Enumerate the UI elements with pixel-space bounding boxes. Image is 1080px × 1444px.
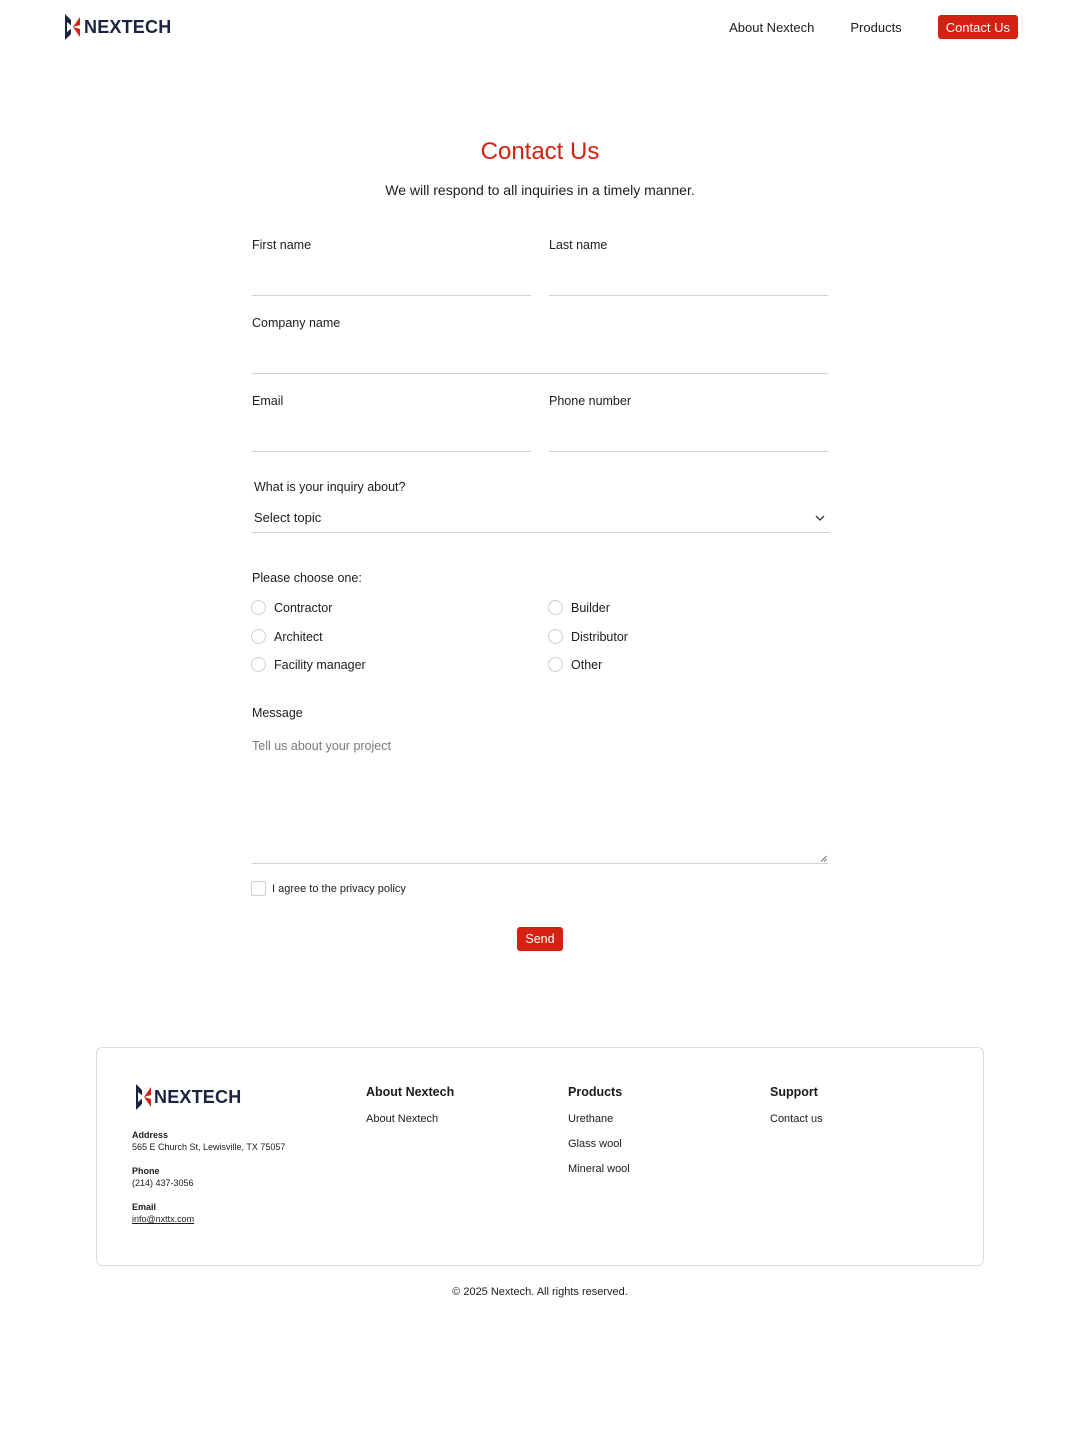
- email-input[interactable]: [252, 422, 531, 452]
- footer-col-title: About Nextech: [366, 1085, 455, 1099]
- company-name-input[interactable]: [252, 344, 828, 374]
- footer-col-title: Support: [770, 1085, 818, 1099]
- radio-circle[interactable]: [251, 600, 266, 615]
- message-textarea[interactable]: [252, 733, 828, 864]
- footer-phone: [132, 1166, 194, 1188]
- footer-col-about: [366, 1085, 454, 1125]
- message-label: Message: [252, 706, 303, 720]
- footer-link-glass-wool[interactable]: Glass wool: [568, 1138, 622, 1150]
- phone-field: [549, 394, 828, 454]
- company-name-field: [252, 316, 828, 376]
- chevron-down-icon: [814, 512, 826, 524]
- footer-logo[interactable]: [135, 1084, 241, 1110]
- site-header: [0, 0, 1080, 56]
- first-name-field: [252, 238, 531, 298]
- first-name-input[interactable]: [252, 266, 531, 296]
- send-button[interactable]: Send: [517, 927, 563, 951]
- inquiry-select[interactable]: [252, 506, 830, 533]
- radio-circle[interactable]: [251, 657, 266, 672]
- footer-link-contact-us[interactable]: Contact us: [770, 1113, 823, 1125]
- footer-email: [132, 1202, 194, 1224]
- last-name-label: Last name: [549, 238, 608, 252]
- radio-label: Distributor: [571, 629, 628, 644]
- radio-builder[interactable]: [548, 600, 610, 615]
- nextech-logo-icon: [135, 1084, 153, 1110]
- choose-one-label: Please choose one:: [252, 571, 362, 585]
- address-value: 565 E Church St, Lewisville, TX 75057: [132, 1142, 286, 1152]
- radio-label: Other: [571, 657, 603, 672]
- privacy-checkbox[interactable]: [251, 881, 266, 896]
- main-nav: [729, 15, 1018, 39]
- last-name-field: [549, 238, 828, 298]
- footer-card: [96, 1047, 984, 1266]
- nav-about-nextech[interactable]: About Nextech: [729, 19, 815, 35]
- radio-circle[interactable]: [548, 657, 563, 672]
- email-field: [252, 394, 531, 454]
- email-label: Email: [252, 394, 284, 408]
- header-logo-text: NEXTECH: [84, 16, 172, 37]
- privacy-agree-label: I agree to the privacy policy: [272, 882, 406, 895]
- inquiry-label: What is your inquiry about?: [254, 480, 406, 494]
- radio-architect[interactable]: [251, 629, 323, 644]
- footer-address: [132, 1130, 285, 1152]
- page-title: Contact Us: [480, 138, 600, 165]
- email-title: Email: [132, 1202, 157, 1212]
- address-title: Address: [132, 1130, 169, 1140]
- inquiry-selected-value: Select topic: [254, 510, 322, 525]
- header-logo[interactable]: [64, 14, 171, 40]
- radio-contractor[interactable]: [251, 600, 332, 615]
- phone-title: Phone: [132, 1166, 160, 1176]
- company-name-label: Company name: [252, 316, 341, 330]
- radio-circle[interactable]: [548, 629, 563, 644]
- resize-grip-icon[interactable]: [820, 855, 827, 862]
- footer-link-mineral-wool[interactable]: Mineral wool: [568, 1163, 630, 1175]
- footer-logo-text: NEXTECH: [154, 1086, 242, 1107]
- radio-circle[interactable]: [251, 629, 266, 644]
- page-subtitle: We will respond to all inquiries in a timely manner.: [385, 182, 695, 198]
- footer-link-about-nextech[interactable]: About Nextech: [366, 1113, 439, 1125]
- radio-label: Architect: [274, 629, 323, 644]
- radio-label: Contractor: [274, 600, 333, 615]
- radio-distributor[interactable]: [548, 629, 628, 644]
- first-name-label: First name: [252, 238, 312, 252]
- radio-other[interactable]: [548, 657, 602, 672]
- footer-col-products: [568, 1085, 630, 1175]
- radio-facility-manager[interactable]: [251, 657, 366, 672]
- footer-col-title: Products: [568, 1085, 623, 1099]
- phone-value: (214) 437-3056: [132, 1178, 194, 1188]
- footer-col-support: [770, 1085, 823, 1125]
- last-name-input[interactable]: [549, 266, 828, 296]
- nav-products[interactable]: Products: [850, 19, 902, 35]
- radio-label: Builder: [571, 600, 610, 615]
- nextech-logo-icon: [64, 14, 82, 40]
- email-link[interactable]: info@nxttx.com: [132, 1214, 195, 1224]
- contact-us-button[interactable]: Contact Us: [938, 15, 1018, 39]
- phone-input[interactable]: [549, 422, 828, 452]
- footer-link-urethane[interactable]: Urethane: [568, 1113, 614, 1125]
- privacy-agree[interactable]: [251, 881, 406, 896]
- radio-label: Facility manager: [274, 657, 366, 672]
- phone-label: Phone number: [549, 394, 632, 408]
- radio-circle[interactable]: [548, 600, 563, 615]
- copyright: © 2025 Nextech. All rights reserved.: [452, 1286, 628, 1298]
